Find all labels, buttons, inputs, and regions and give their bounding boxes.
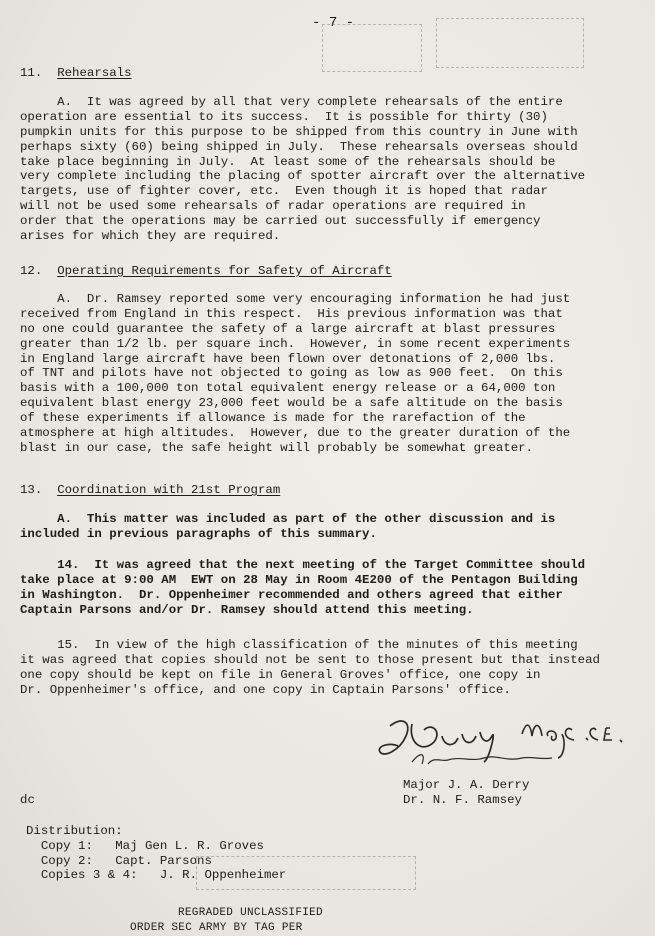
section-body bbox=[20, 638, 640, 698]
text-line: Copy 2: Capt. Parsons bbox=[26, 853, 212, 868]
section-body bbox=[20, 292, 640, 456]
section-15 bbox=[20, 638, 640, 698]
section-11 bbox=[20, 66, 640, 244]
classification-stamp-2 bbox=[436, 18, 584, 68]
text-line: very complete including the placing of spotter aircraft over the alternative bbox=[20, 169, 586, 184]
section-heading: 13. Coordination with 21st Program bbox=[20, 483, 281, 497]
text-line: equivalent blast energy 23,000 feet would be a safe altitude on the basis bbox=[20, 396, 563, 411]
section-title: Rehearsals bbox=[57, 66, 132, 80]
text-line: in Washington. Dr. Oppenheimer recommended and others agreed that either bbox=[20, 587, 563, 602]
text-line: 14. It was agreed that the next meeting of the Target Committee should bbox=[20, 558, 586, 572]
section-heading: 11. Rehearsals bbox=[20, 66, 132, 80]
classification-stamp bbox=[322, 24, 422, 72]
text-line: take place at 9:00 AM EWT on 28 May in Room 4E200 of the Pentagon Building bbox=[20, 572, 578, 587]
text-line: perhaps sixty (60) being shipped in July. These rehearsals overseas should bbox=[20, 139, 578, 154]
text-line: A. This matter was included as part of the other discussion and is bbox=[20, 512, 556, 526]
section-body bbox=[20, 558, 640, 618]
section-13 bbox=[20, 483, 640, 542]
text-line: A. Dr. Ramsey reported some very encouraging information he had just bbox=[20, 292, 571, 306]
text-line: Dr. Oppenheimer's office, and one copy in Captain Parsons' office. bbox=[20, 682, 511, 697]
text-line: blast in our case, the safe height will probably be somewhat greater. bbox=[20, 440, 534, 455]
section-14 bbox=[20, 558, 640, 618]
text-line: pumpkin units for this purpose to be shipped from this country in June with bbox=[20, 124, 578, 139]
text-line: of TNT and pilots have not objected to going as low as 900 feet. On this bbox=[20, 366, 563, 381]
text-line: targets, use of fighter cover, etc. Even though it is hoped that radar bbox=[20, 184, 548, 199]
section-body bbox=[20, 512, 640, 542]
signer-name-1: Major J. A. Derry bbox=[403, 778, 530, 792]
text-line: operation are essential to its success. It is possible for thirty (30) bbox=[20, 109, 548, 124]
text-line: basis with a 100,000 ton total equivalent energy release or a 64,000 ton bbox=[20, 381, 556, 396]
text-line: take place beginning in July. At least some of the rehearsals should be bbox=[20, 154, 556, 169]
distribution-label: Distribution: bbox=[26, 824, 123, 838]
section-heading: 12. Operating Requirements for Safety of Aircraft bbox=[20, 264, 392, 278]
page-number: - 7 - bbox=[312, 15, 355, 31]
section-title: Coordination with 21st Program bbox=[57, 483, 281, 497]
signer-name-2: Dr. N. F. Ramsey bbox=[403, 793, 522, 807]
text-line: will not be used some rehearsals of radar operations are required in bbox=[20, 199, 526, 214]
footer-order: ORDER SEC ARMY BY TAG PER bbox=[130, 922, 303, 934]
typist-initials: dc bbox=[20, 793, 35, 807]
text-line: atmosphere at high altitudes. However, due to the greater duration of the bbox=[20, 426, 571, 441]
text-line: A. It was agreed by all that very complete rehearsals of the entire bbox=[20, 95, 563, 109]
text-line: 15. In view of the high classification of the minutes of this meeting bbox=[20, 638, 578, 652]
regraded-stamp bbox=[196, 856, 416, 890]
text-line: arises for which they are required. bbox=[20, 229, 281, 244]
text-line: received from England in this respect. His previous information was that bbox=[20, 306, 563, 321]
text-line: of these experiments if allowance is made for the rarefaction of the bbox=[20, 411, 526, 426]
text-line: in England large aircraft have been flown over detonations of 2,000 lbs. bbox=[20, 351, 556, 366]
section-title: Operating Requirements for Safety of Aircraft bbox=[57, 264, 392, 278]
text-line: it was agreed that copies should not be sent to those present but that instead bbox=[20, 652, 600, 667]
footer-regraded: REGRADED UNCLASSIFIED bbox=[178, 907, 323, 919]
text-line: order that the operations may be carried out successfully if emergency bbox=[20, 214, 541, 229]
section-body bbox=[20, 95, 640, 244]
handwritten-signature bbox=[372, 712, 655, 782]
text-line: Copy 1: Maj Gen L. R. Groves bbox=[26, 838, 264, 853]
text-line: Copies 3 & 4: J. R. Oppenheimer bbox=[26, 868, 287, 883]
text-line: no one could guarantee the safety of a large aircraft at blast pressures bbox=[20, 321, 556, 336]
text-line: greater than 1/2 lb. per square inch. However, in some recent experiments bbox=[20, 336, 571, 351]
text-line: one copy should be kept on file in General Groves' office, one copy in bbox=[20, 667, 541, 682]
text-line: Captain Parsons and/or Dr. Ramsey should attend this meeting. bbox=[20, 602, 474, 617]
text-line: included in previous paragraphs of this summary. bbox=[20, 526, 377, 541]
section-12 bbox=[20, 264, 640, 456]
